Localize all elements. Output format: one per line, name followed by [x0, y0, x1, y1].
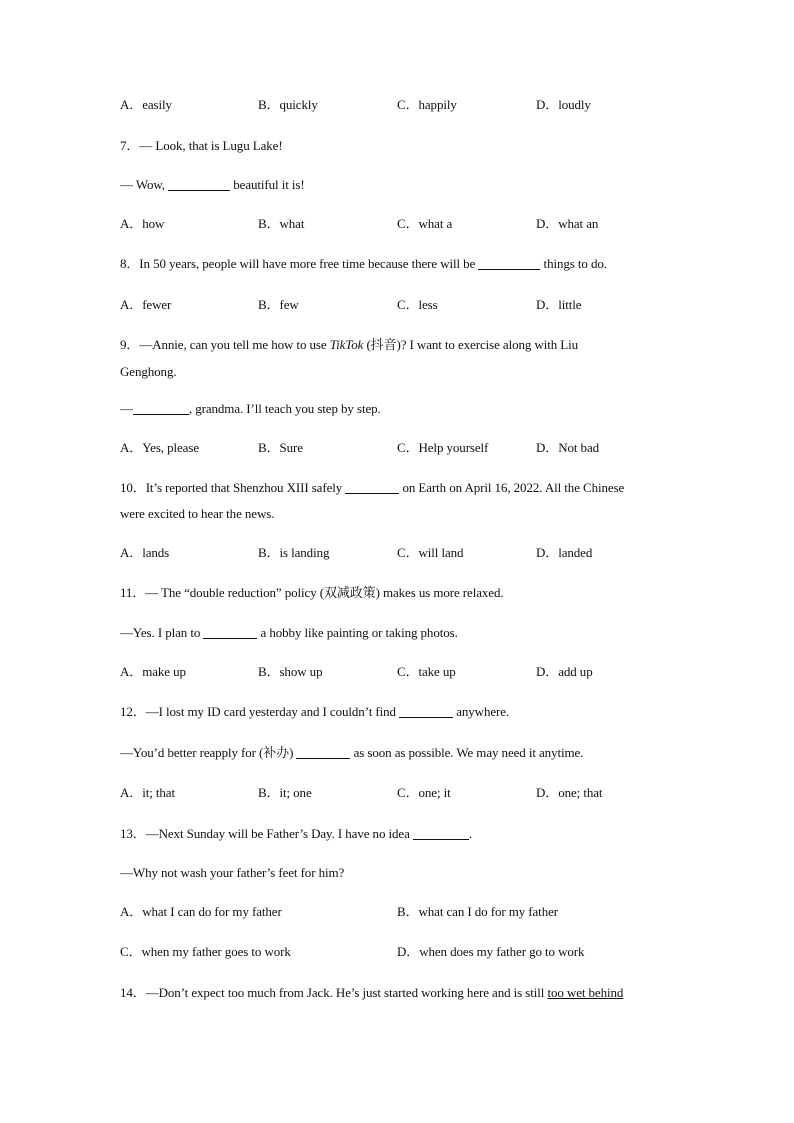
q9-line3-post: , grandma. I’ll teach you step by step. [188, 401, 381, 416]
q11-option-d: D．add up [536, 664, 593, 679]
q8-blank [478, 256, 540, 270]
q13-line1 [120, 825, 472, 843]
q11-blank [203, 625, 257, 639]
q7-line2 [120, 176, 305, 194]
q10-post: on Earth on April 16, 2022. All the Chinese [399, 480, 625, 495]
q9-line3-pre: — [120, 401, 133, 416]
q13-line1-pre: 13．—Next Sunday will be Father’s Day. I have no idea [120, 826, 413, 841]
q11-line2-pre: —Yes. I plan to [120, 625, 204, 640]
q10-option-a: A．lands [120, 545, 170, 560]
q12-line2 [120, 744, 583, 762]
q9-pre: 9．—Annie, can you tell me how to use [120, 337, 330, 352]
q7-option-a: A．how [120, 216, 165, 231]
q13-option-d: D．when does my father go to work [397, 944, 585, 959]
q10-option-d: D．landed [536, 545, 593, 560]
q9-line3 [120, 400, 381, 418]
q14-line1 [120, 984, 623, 1002]
q7-line1: 7．— Look, that is Lugu Lake! [120, 138, 283, 153]
q12-blank-1 [399, 704, 453, 718]
q10-pre: 10．It’s reported that Shenzhou XIII safely [120, 480, 346, 495]
q7-line2-pre: — Wow, [120, 177, 169, 192]
q10-line2: were excited to hear the news. [120, 506, 275, 521]
q8-option-c: C．less [397, 297, 438, 312]
q13-blank [413, 826, 469, 840]
q12-option-c: C．one; it [397, 785, 451, 800]
q13-option-c: C．when my father goes to work [120, 944, 291, 959]
q10-line1 [120, 479, 624, 497]
q12-option-d: D．one; that [536, 785, 603, 800]
q8-post: things to do. [540, 256, 607, 271]
q7-option-c: C．what a [397, 216, 453, 231]
q11-line2-post: a hobby like painting or taking photos. [257, 625, 458, 640]
q10-blank [345, 480, 399, 494]
q12-line2-post: as soon as possible. We may need it anytime. [350, 745, 584, 760]
q9-post: (抖音)? I want to exercise along with Liu [363, 337, 579, 352]
q11-option-c: C．take up [397, 664, 456, 679]
q11-option-b: B．show up [258, 664, 323, 679]
q13-line1-post: . [468, 826, 473, 841]
q9-option-b: B．Sure [258, 440, 303, 455]
q7-blank [168, 177, 230, 191]
q12-line1-post: anywhere. [453, 704, 510, 719]
q7-option-b: B．what [258, 216, 305, 231]
q9-option-c: C．Help yourself [397, 440, 489, 455]
q6-option-d: D．loudly [536, 97, 591, 112]
q14-pre: 14．—Don’t expect too much from Jack. He’s just started working here and is still [120, 985, 548, 1000]
q11-line1: 11．— The “double reduction” policy (双减政策) makes us more relaxed. [120, 585, 504, 600]
q8-line [120, 255, 607, 273]
q13-line2: —Why not wash your father’s feet for him? [120, 865, 345, 880]
q12-option-b: B．it; one [258, 785, 312, 800]
q11-option-a: A．make up [120, 664, 186, 679]
q9-line1 [120, 336, 578, 354]
q8-pre: 8．In 50 years, people will have more free time because there will be [120, 256, 479, 271]
q12-line1-pre: 12．—I lost my ID card yesterday and I couldn’t find [120, 704, 400, 719]
q12-option-a: A．it; that [120, 785, 175, 800]
q9-option-a: A．Yes, please [120, 440, 199, 455]
q9-blank [133, 401, 189, 415]
q13-option-a: A．what I can do for my father [120, 904, 282, 919]
q8-option-d: D．little [536, 297, 582, 312]
q6-option-b: B．quickly [258, 97, 318, 112]
q7-option-d: D．what an [536, 216, 599, 231]
q8-option-a: A．fewer [120, 297, 172, 312]
q9-option-d: D．Not bad [536, 440, 600, 455]
q14-idiom: too wet behind [547, 985, 624, 1000]
q6-option-a: A．easily [120, 97, 172, 112]
q11-line2 [120, 624, 458, 642]
q12-line2-pre: —You’d better reapply for (补办) [120, 745, 297, 760]
q13-option-b: B．what can I do for my father [397, 904, 558, 919]
q7-line2-post: beautiful it is! [230, 177, 305, 192]
q10-option-b: B．is landing [258, 545, 330, 560]
q9-app-name: TikTok [329, 337, 364, 352]
q12-blank-2 [296, 745, 350, 759]
q6-option-c: C．happily [397, 97, 457, 112]
q9-line2: Genghong. [120, 364, 177, 379]
q12-line1 [120, 703, 509, 721]
q8-option-b: B．few [258, 297, 299, 312]
q10-option-c: C．will land [397, 545, 464, 560]
